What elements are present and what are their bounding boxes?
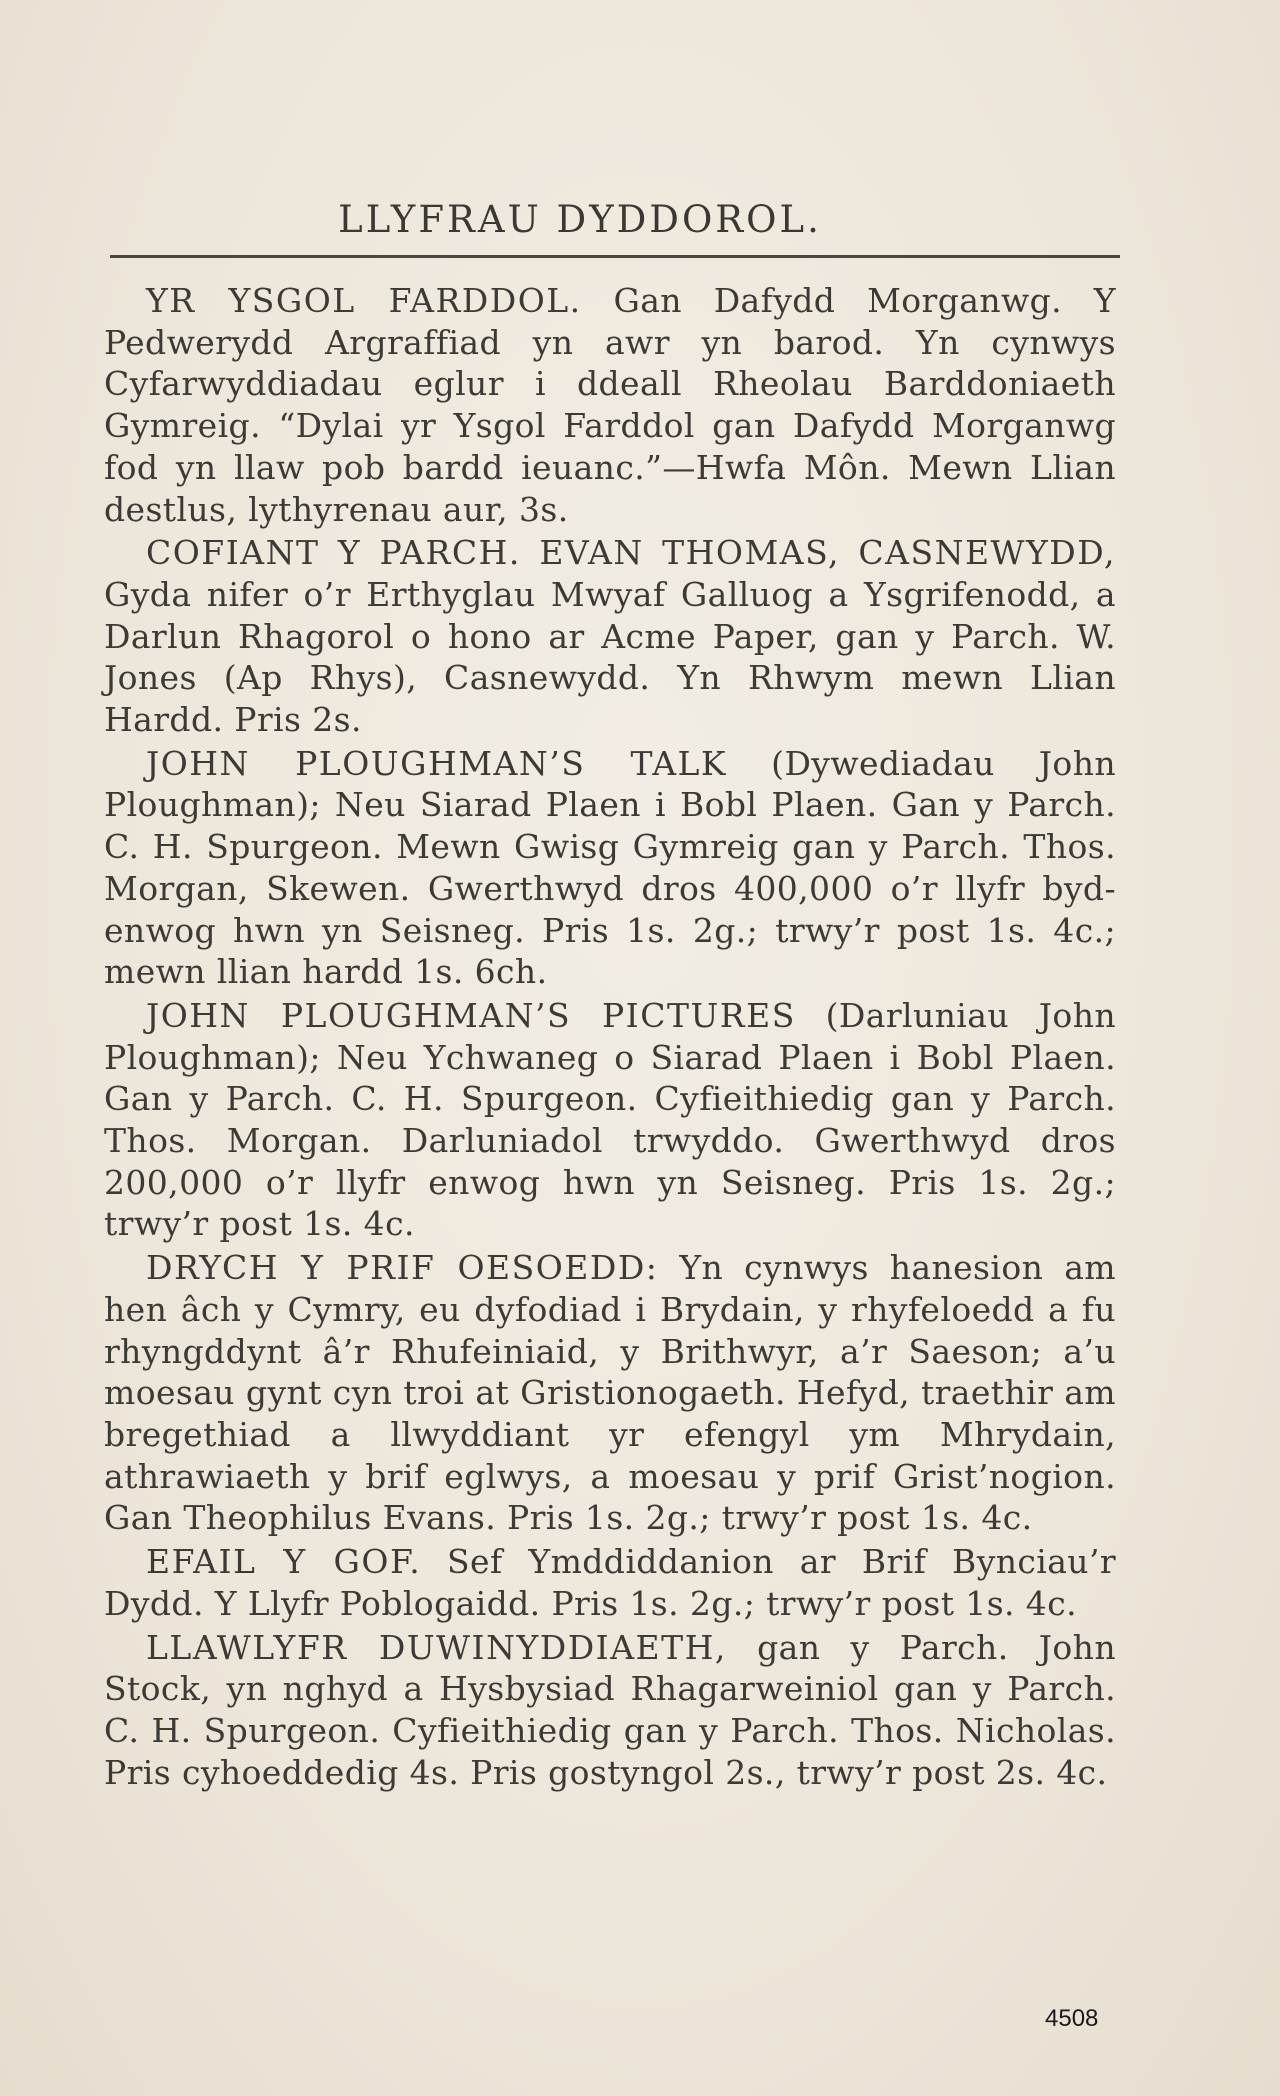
entry-title: COFIANT Y PARCH. EVAN THOMAS, CASNEWYDD, <box>146 533 1116 573</box>
book-entry-llawlyfr-duwinyddiaeth <box>104 1627 1116 1794</box>
catalog-number: 4508 <box>1045 2005 1099 2032</box>
entry-text: (Dywediadau John Ploughman); Neu Siarad Plaen i Bobl Plaen. Gan y Parch. C. H. Spurgeon. Mewn Gwisg Gymreig gan y Parch. Thos. Morgan, Skewen. Gwerthwyd dros 400,000 o’r llyfr byd-enwog hwn yn Seisneg. Pris 1s. 2g.; trwy’r post 1s. 4c.; mewn llian hardd 1s. 6ch. <box>104 743 1116 992</box>
entry-title: JOHN PLOUGHMAN’S PICTURES <box>146 995 796 1035</box>
entry-text: Sef Ymddiddanion ar Brif Bynciau’r Dydd. Y Llyfr Poblogaidd. Pris 1s. 2g.; trwy’r post 1s. 4c. <box>104 1542 1117 1623</box>
book-entry-john-ploughmans-talk <box>104 743 1116 993</box>
entry-title: LLAWLYFR DUWINYDDIAETH, <box>146 1627 727 1667</box>
entry-text: Gyda nifer o’r Erthyglau Mwyaf Galluog a Ysgrifenodd, a Darlun Rhagorol o hono ar Acme Paper, gan y Parch. W. Jones (Ap Rhys), Casnewydd. Yn Rhwym mewn Llian Hardd. Pris 2s. <box>104 574 1116 740</box>
book-entry-drych-y-prif-oesoedd <box>104 1247 1116 1539</box>
book-entry-ysgol-farddol <box>104 280 1116 530</box>
entry-title: DRYCH Y PRIF OESOEDD: <box>146 1248 659 1288</box>
heading-rule <box>110 255 1120 258</box>
entry-text: (Darluniau John Ploughman); Neu Ychwaneg o Siarad Plaen i Bobl Plaen. Gan y Parch. C. H. Spurgeon. Cyfieithiedig gan y Parch. Thos. Morgan. Darluniadol trwyddo. Gwerthwyd dros 200,000 o’r llyfr enwog hwn yn Seisneg. Pris 1s. 2g.; trwy’r post 1s. 4c. <box>104 995 1116 1244</box>
advertisement-list <box>104 280 1116 1795</box>
page-heading: LLYFRAU DYDDOROL. <box>338 198 822 241</box>
entry-title: EFAIL Y GOF. <box>146 1542 422 1582</box>
book-entry-john-ploughmans-pictures <box>104 995 1116 1245</box>
entry-text: Yn cynwys hanesion am hen âch y Cymry, eu dyfodiad i Brydain, y rhyfeloedd a fu rhyngddynt â’r Rhufeiniaid, y Brithwyr, a’r Saeson; a’u moesau gynt cyn troi at Gristionogaeth. Hefyd, traethir am bregethiad a llwyddiant yr efengyl ym Mhrydain, athrawiaeth y brif eglwys, a moesau y prif Grist’nogion. Gan Theophilus Evans. Pris 1s. 2g.; trwy’r post 1s. 4c. <box>104 1248 1116 1538</box>
book-entry-efail-y-gof <box>104 1541 1116 1624</box>
entry-text: gan y Parch. John Stock, yn nghyd a Hysbysiad Rhagarweiniol gan y Parch. C. H. Spurgeon. Cyfieithiedig gan y Parch. Thos. Nicholas. Pris cyhoeddedig 4s. Pris gostyngol 2s., trwy’r post 2s. 4c. <box>104 1627 1116 1792</box>
book-entry-cofiant-evan-thomas <box>104 532 1116 741</box>
entry-text: Gan Dafydd Morganwg. Y Pedwerydd Argraffiad yn awr yn barod. Yn cynwys Cyfarwyddiadau eglur i ddeall Rheolau Barddoniaeth Gymreig. “Dylai yr Ysgol Farddol gan Dafydd Morganwg fod yn llaw pob bardd ieuanc.”—Hwfa Môn. Mewn Llian destlus, lythyrenau aur, 3s. <box>104 281 1116 529</box>
entry-title: YR YSGOL FARDDOL. <box>146 281 582 320</box>
entry-title: JOHN PLOUGHMAN’S TALK <box>146 743 728 783</box>
